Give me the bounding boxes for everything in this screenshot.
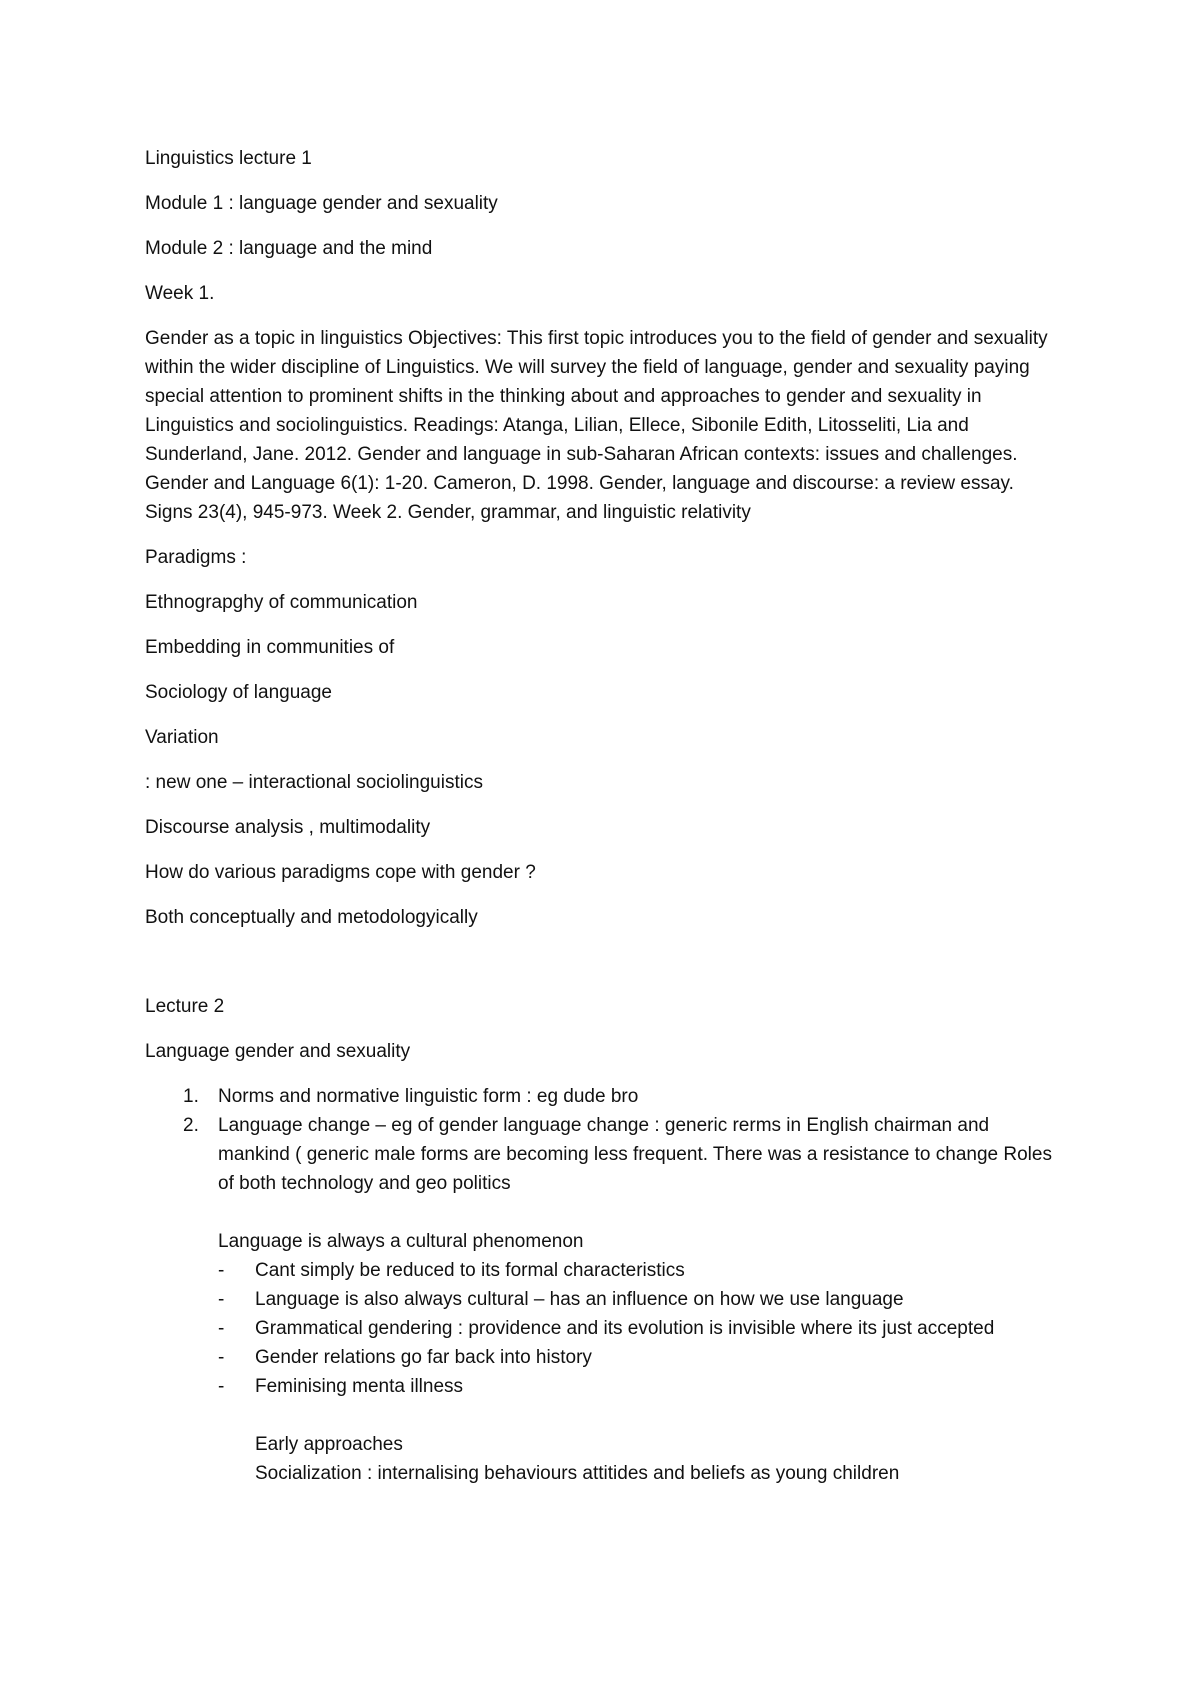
dash-item-text: Grammatical gendering : providence and its evolution is invisible where its just accepted bbox=[255, 1318, 995, 1339]
paradigm-item: Embedding in communities of bbox=[145, 637, 395, 658]
early-approaches-heading: Early approaches bbox=[255, 1434, 403, 1455]
dash-marker: - bbox=[218, 1318, 225, 1339]
dash-marker: - bbox=[218, 1347, 225, 1368]
dash-item-text: Cant simply be reduced to its formal characteristics bbox=[255, 1260, 685, 1281]
paradigm-item: How do various paradigms cope with gender ? bbox=[145, 862, 536, 883]
dash-item bbox=[218, 1256, 1065, 1285]
dash-item bbox=[218, 1372, 1065, 1401]
paradigm-item: Sociology of language bbox=[145, 682, 332, 703]
list-item-text: Language change – eg of gender language change : generic rerms in English chairman and mankind ( generic male forms are becoming less frequent. There was a resistance to change Roles of both technology and geo politics bbox=[218, 1115, 1052, 1194]
dash-marker: - bbox=[218, 1376, 225, 1397]
culture-block bbox=[218, 1227, 1065, 1488]
lecture2-subtitle: Language gender and sexuality bbox=[145, 1041, 411, 1062]
paradigm-item: Discourse analysis , multimodality bbox=[145, 817, 431, 838]
paradigm-item: : new one – interactional sociolinguistics bbox=[145, 772, 483, 793]
numbered-list bbox=[145, 1082, 1065, 1488]
document-body bbox=[145, 144, 1065, 1488]
early-approaches-block bbox=[218, 1430, 1065, 1488]
dash-item bbox=[218, 1343, 1065, 1372]
list-number: 1. bbox=[183, 1086, 199, 1107]
socialization-line: Socialization : internalising behaviours attitides and beliefs as young children bbox=[255, 1463, 900, 1484]
list-item-text: Norms and normative linguistic form : eg dude bro bbox=[218, 1086, 639, 1107]
dash-marker: - bbox=[218, 1260, 225, 1281]
dash-item bbox=[218, 1285, 1065, 1314]
dash-item-text: Language is also always cultural – has an influence on how we use language bbox=[255, 1289, 904, 1310]
dash-item bbox=[218, 1314, 1065, 1343]
paradigm-item: Both conceptually and metodologyically bbox=[145, 907, 478, 928]
lecture1-title: Linguistics lecture 1 bbox=[145, 148, 312, 169]
dash-list bbox=[218, 1256, 1065, 1401]
paradigms-heading: Paradigms : bbox=[145, 547, 247, 568]
numbered-item bbox=[145, 1111, 1065, 1488]
week1-line: Week 1. bbox=[145, 283, 215, 304]
list-number: 2. bbox=[183, 1115, 199, 1136]
dash-item-text: Feminising menta illness bbox=[255, 1376, 464, 1397]
blank-line bbox=[145, 948, 1065, 992]
numbered-item bbox=[145, 1082, 1065, 1111]
culture-heading: Language is always a cultural phenomenon bbox=[218, 1231, 584, 1252]
dash-item-text: Gender relations go far back into history bbox=[255, 1347, 592, 1368]
paradigm-item: Variation bbox=[145, 727, 219, 748]
module1-line: Module 1 : language gender and sexuality bbox=[145, 193, 498, 214]
module2-line: Module 2 : language and the mind bbox=[145, 238, 433, 259]
dash-marker: - bbox=[218, 1289, 225, 1310]
paradigm-item: Ethnograpghy of communication bbox=[145, 592, 418, 613]
lecture2-title: Lecture 2 bbox=[145, 996, 225, 1017]
objectives-paragraph: Gender as a topic in linguistics Objectives: This first topic introduces you to the field of gender and sexuality within the wider discipline of Linguistics. We will survey the field of language, gender and sexuality paying special attention to prominent shifts in the thinking about and approaches to gender and sexuality in Linguistics and sociolinguistics. Readings: Atanga, Lilian, Ellece, Sibonile Edith, Litosseliti, Lia and Sunderland, Jane. 2012. Gender and language in sub-Saharan African contexts: issues and challenges. Gender and Language 6(1): 1-20. Cameron, D. 1998. Gender, language and discourse: a review essay. Signs 23(4), 945-973. Week 2. Gender, grammar, and linguistic relativity bbox=[145, 328, 1048, 523]
